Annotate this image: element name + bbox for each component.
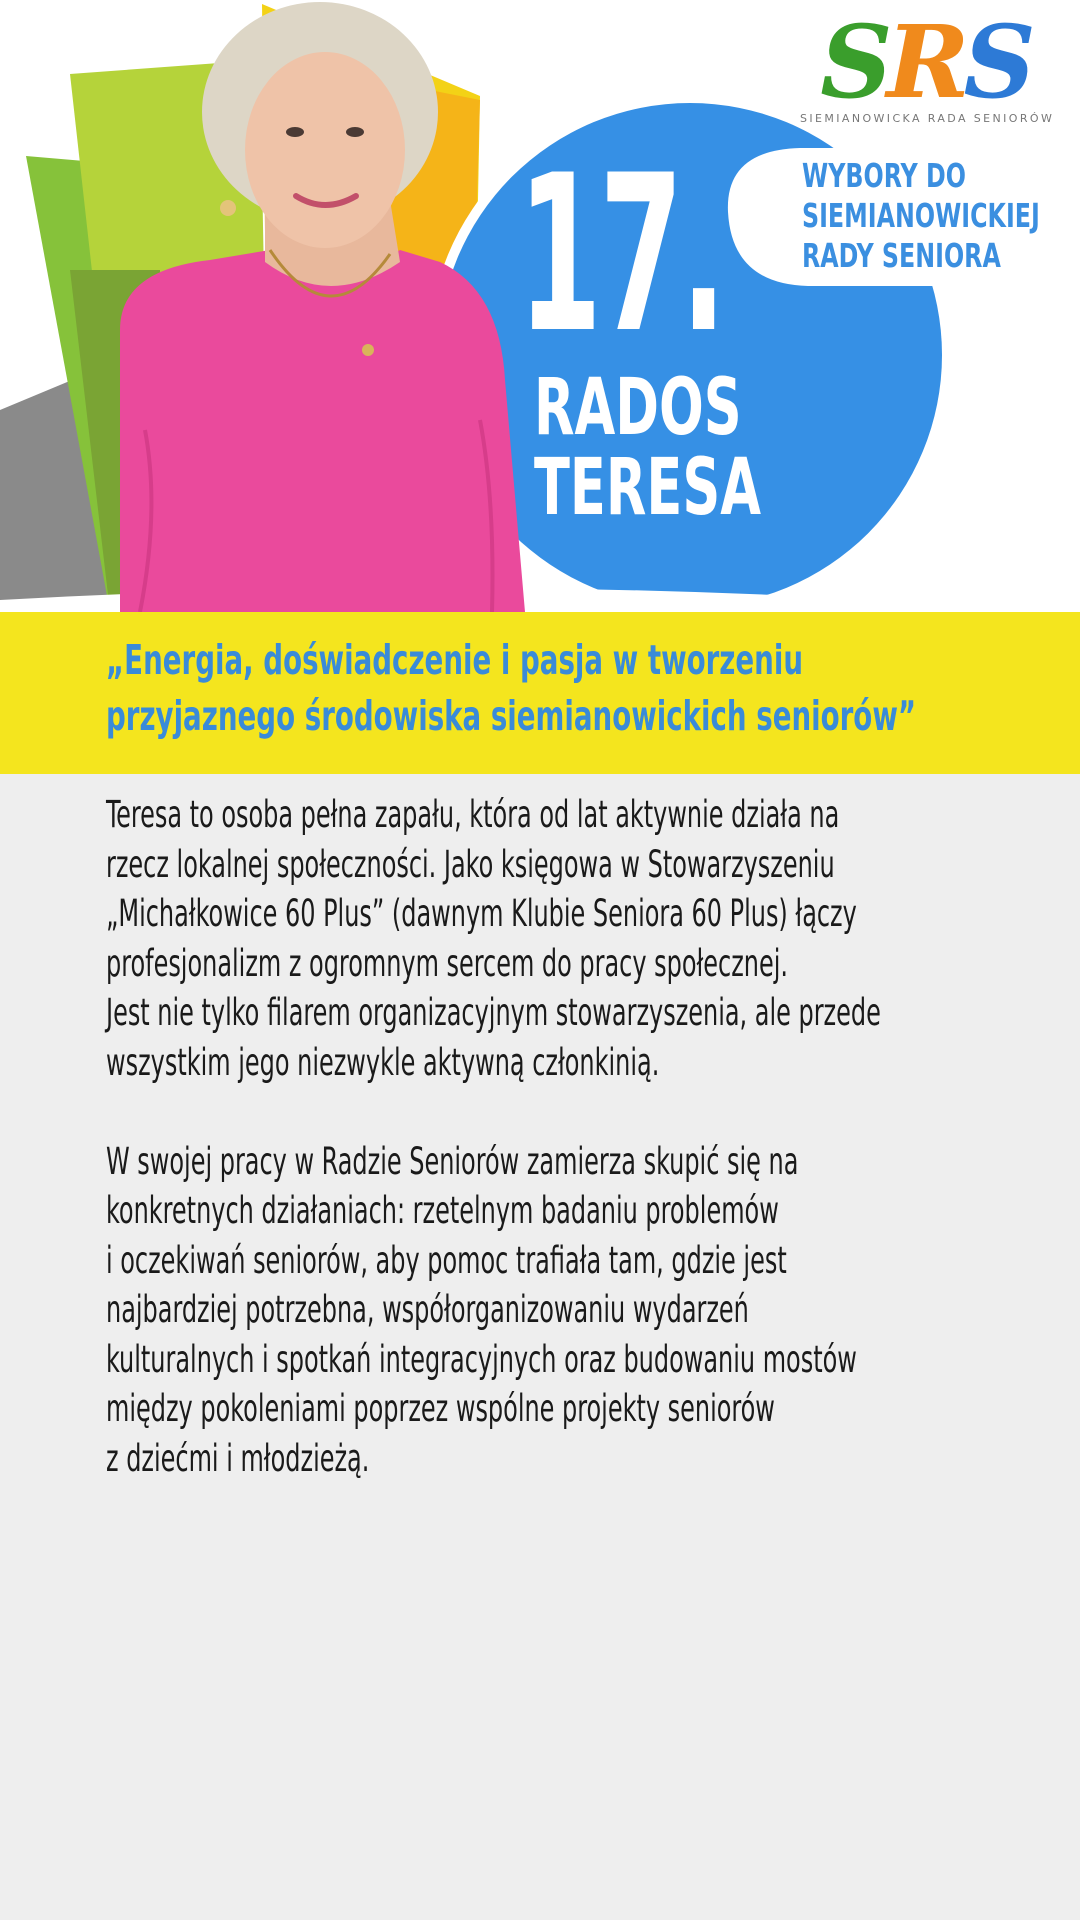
bio-line: między pokoleniami poprzez wspólne projekty seniorów	[106, 1387, 775, 1430]
bio-line: kulturalnych i spotkań integracyjnych oraz budowaniu mostów	[106, 1337, 857, 1381]
candidate-number: 17.	[518, 129, 724, 380]
bio-line: wszystkim jego niezwykle aktywną członkinią.	[106, 1040, 660, 1084]
bio-line: Jest nie tylko filarem organizacyjnym stowarzyszenia, ale przede	[106, 991, 881, 1034]
slogan-text: „Energia, doświadczenie i pasja w tworzeniu przyjaznego środowiska siemianowickich seniorów”	[106, 636, 917, 740]
bio-line: profesjonalizm z ogromnym sercem do pracy społecznej.	[106, 941, 789, 985]
bio-line: i oczekiwań seniorów, aby pomoc trafiała tam, gdzie jest	[106, 1238, 787, 1282]
bio-line: Teresa to osoba pełna zapału, która od lat aktywnie działa na	[106, 793, 840, 836]
bio-line: rzecz lokalnej społeczności. Jako księgowa w Stowarzyszeniu	[106, 842, 835, 886]
shirt-shape	[120, 250, 525, 612]
face-shape	[245, 52, 405, 248]
election-title: WYBORY DO SIEMIANOWICKIEJ RADY SENIORA	[802, 156, 1040, 275]
bio-line: W swojej pracy w Radzie Seniorów zamierza skupić się na	[106, 1139, 799, 1183]
logo-letters: SRS	[820, 3, 1030, 121]
slogan-band	[0, 612, 1080, 774]
bio-line: konkretnych działaniach: rzetelnym badaniu problemów	[106, 1189, 779, 1232]
candidate-portrait	[100, 0, 540, 612]
hero-section	[0, 0, 1080, 612]
logo-subtitle: SIEMIANOWICKA RADA SENIORÓW	[800, 112, 1055, 125]
bio-line: najbardziej potrzebna, współorganizowaniu wydarzeń	[106, 1288, 749, 1331]
candidate-name: RADOS TERESA	[534, 363, 762, 533]
bio-text	[106, 790, 970, 1483]
bio-line: „Michałkowice 60 Plus” (dawnym Klubie Seniora 60 Plus) łączy	[106, 892, 857, 935]
srs-logo	[800, 3, 1055, 132]
bio-line: z dziećmi i młodzieżą.	[106, 1436, 370, 1480]
paragraph-gap	[106, 1087, 970, 1137]
